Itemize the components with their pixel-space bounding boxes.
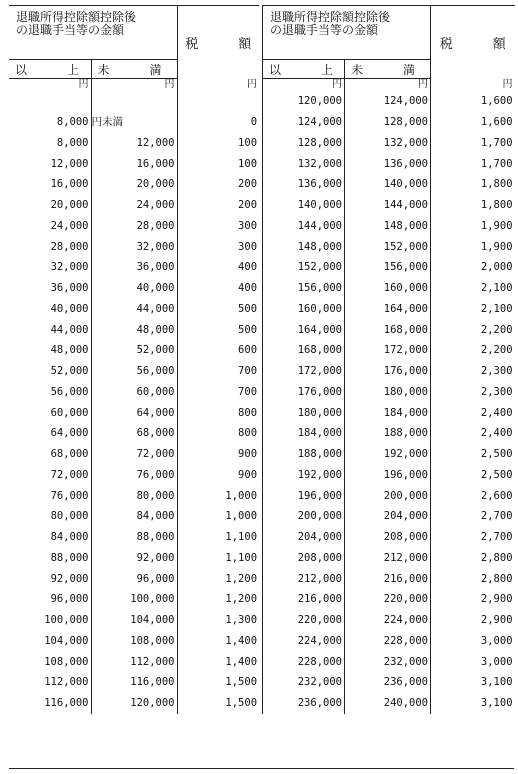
upper-bound-cell: 128,000 — [345, 112, 431, 133]
tax-amount-cell: 1,400 — [225, 655, 258, 668]
lower-bound-cell: 224,000 — [263, 631, 345, 652]
lower-bound-cell: 176,000 — [263, 382, 345, 403]
lower-bound-cell: 144,000 — [263, 216, 345, 237]
lower-bound-cell: 172,000 — [263, 361, 345, 382]
lower-bound-cell: 216,000 — [263, 589, 345, 610]
table-row — [9, 423, 259, 444]
lower-bound-cell: 24,000 — [9, 216, 91, 237]
table-row — [9, 278, 259, 299]
upper-bound-cell: 200,000 — [345, 485, 431, 506]
table-row — [9, 257, 259, 278]
table-row — [263, 672, 515, 693]
tax-amount-cell: 2,700 — [480, 531, 513, 544]
tax-amount-cell: 2,200 — [480, 323, 513, 336]
table-row — [9, 444, 259, 465]
tax-amount-cell: 2,100 — [480, 282, 513, 295]
upper-bound-cell: 80,000 — [91, 485, 177, 506]
tax-amount-cell: 100 — [238, 136, 258, 149]
unit-row — [263, 79, 515, 92]
table-row — [263, 278, 515, 299]
unit-label: 円 — [502, 78, 513, 90]
lower-bound-cell: 96,000 — [9, 589, 91, 610]
upper-bound-cell: 140,000 — [345, 174, 431, 195]
upper-bound-cell: 216,000 — [345, 568, 431, 589]
upper-bound-cell: 52,000 — [91, 340, 177, 361]
table-row — [9, 548, 259, 569]
tax-amount-cell: 2,100 — [480, 302, 513, 315]
tax-amount-cell: 1,500 — [225, 676, 258, 689]
tax-amount-cell: 2,700 — [480, 510, 513, 523]
tax-amount-cell: 900 — [238, 448, 258, 461]
upper-bound-cell: 208,000 — [345, 527, 431, 548]
table-row — [9, 651, 259, 672]
tax-amount-cell: 700 — [238, 385, 258, 398]
tax-amount-cell: 400 — [238, 261, 258, 274]
left-table-body — [9, 79, 259, 714]
upper-bound-cell: 152,000 — [345, 236, 431, 257]
lower-bound-cell: 228,000 — [263, 651, 345, 672]
table-row — [263, 361, 515, 382]
unit-label: 円 — [91, 79, 177, 92]
lower-bound-cell: 120,000 — [263, 91, 345, 112]
lower-bound-cell: 124,000 — [263, 112, 345, 133]
lower-bound-cell: 20,000 — [9, 195, 91, 216]
lower-bound-cell: 84,000 — [9, 527, 91, 548]
tax-table-left — [9, 5, 259, 714]
upper-bound-cell: 188,000 — [345, 423, 431, 444]
tax-amount-cell: 800 — [238, 406, 258, 419]
tax-amount-cell: 1,000 — [225, 510, 258, 523]
lower-bound-cell: 8,000 — [9, 133, 91, 154]
upper-bound-cell: 148,000 — [345, 216, 431, 237]
lower-bound-cell: 212,000 — [263, 568, 345, 589]
unit-label: 円 — [247, 78, 258, 90]
table-row — [263, 693, 515, 714]
upper-bound-cell: 156,000 — [345, 257, 431, 278]
amount-header: 退職所得控除額控除後 の退職手当等の金額 — [263, 6, 431, 60]
upper-bound-cell: 204,000 — [345, 506, 431, 527]
tax-amount-cell: 500 — [238, 302, 258, 315]
to-header: 未 満 — [345, 60, 431, 79]
tax-amount-cell: 1,000 — [225, 489, 258, 502]
upper-bound-cell: 60,000 — [91, 382, 177, 403]
table-row — [9, 133, 259, 154]
tax-amount-cell: 1,500 — [225, 697, 258, 710]
table-row — [263, 299, 515, 320]
lower-bound-cell: 88,000 — [9, 548, 91, 569]
lower-bound-cell: 28,000 — [9, 236, 91, 257]
upper-bound-cell: 180,000 — [345, 382, 431, 403]
table-row — [9, 91, 259, 112]
tax-amount-cell: 1,700 — [480, 136, 513, 149]
lower-bound-cell: 232,000 — [263, 672, 345, 693]
lower-bound-cell: 12,000 — [9, 153, 91, 174]
lower-bound-cell: 192,000 — [263, 465, 345, 486]
tax-amount-cell: 2,200 — [480, 344, 513, 357]
table-row — [263, 444, 515, 465]
table-row — [9, 568, 259, 589]
table-row — [263, 402, 515, 423]
tax-header: 税 額 — [431, 6, 515, 79]
amount-header: 退職所得控除額控除後 の退職手当等の金額 — [9, 6, 177, 60]
table-row — [263, 423, 515, 444]
upper-bound-cell: 184,000 — [345, 402, 431, 423]
lower-bound-cell: 92,000 — [9, 568, 91, 589]
lower-bound-cell: 208,000 — [263, 548, 345, 569]
tax-amount-cell: 1,100 — [225, 551, 258, 564]
from-header: 以 上 — [263, 60, 345, 79]
table-row — [9, 174, 259, 195]
upper-bound-cell: 96,000 — [91, 568, 177, 589]
table-row — [263, 465, 515, 486]
tax-amount-cell: 600 — [238, 344, 258, 357]
table-row — [9, 361, 259, 382]
tax-amount-cell: 3,000 — [480, 634, 513, 647]
table-row — [263, 610, 515, 631]
lower-bound-cell: 136,000 — [263, 174, 345, 195]
upper-bound-cell: 64,000 — [91, 402, 177, 423]
table-row — [263, 319, 515, 340]
tax-table-right — [262, 5, 515, 714]
table-row — [263, 112, 515, 133]
unit-label: 円 — [263, 79, 345, 92]
table-row — [9, 465, 259, 486]
upper-bound-cell: 36,000 — [91, 257, 177, 278]
lower-bound-cell: 100,000 — [9, 610, 91, 631]
upper-bound-cell: 224,000 — [345, 610, 431, 631]
upper-bound-cell: 192,000 — [345, 444, 431, 465]
upper-bound-cell: 16,000 — [91, 153, 177, 174]
upper-bound-cell: 40,000 — [91, 278, 177, 299]
table-row — [263, 174, 515, 195]
tax-amount-cell: 500 — [238, 323, 258, 336]
table-row — [263, 153, 515, 174]
lower-bound-cell: 152,000 — [263, 257, 345, 278]
unit-label: 円 — [345, 79, 431, 92]
upper-bound-cell: 76,000 — [91, 465, 177, 486]
table-row — [9, 340, 259, 361]
table-row — [9, 299, 259, 320]
upper-bound-cell: 132,000 — [345, 133, 431, 154]
tax-amount-cell: 0 — [250, 116, 258, 129]
lower-bound-cell: 36,000 — [9, 278, 91, 299]
tax-amount-cell: 1,200 — [225, 593, 258, 606]
lower-bound-cell: 68,000 — [9, 444, 91, 465]
tax-amount-cell: 2,400 — [480, 406, 513, 419]
tax-amount-cell: 2,800 — [480, 572, 513, 585]
table-row — [263, 485, 515, 506]
lower-bound-cell: 188,000 — [263, 444, 345, 465]
lower-bound-cell: 40,000 — [9, 299, 91, 320]
upper-bound-cell: 172,000 — [345, 340, 431, 361]
upper-bound-cell: 120,000 — [91, 693, 177, 714]
table-row — [263, 216, 515, 237]
upper-bound-cell: 136,000 — [345, 153, 431, 174]
tax-amount-cell: 2,600 — [480, 489, 513, 502]
upper-bound-cell: 240,000 — [345, 693, 431, 714]
tax-amount-cell: 200 — [238, 199, 258, 212]
tax-amount-cell: 2,800 — [480, 551, 513, 564]
tax-amount-cell: 3,100 — [480, 697, 513, 710]
upper-bound-cell: 232,000 — [345, 651, 431, 672]
tax-amount-cell: 200 — [238, 178, 258, 191]
table-row — [263, 631, 515, 652]
lower-bound-cell: 184,000 — [263, 423, 345, 444]
upper-bound-cell: 24,000 — [91, 195, 177, 216]
lower-bound-cell: 56,000 — [9, 382, 91, 403]
tax-amount-cell: 2,900 — [480, 593, 513, 606]
tax-header: 税 額 — [177, 6, 259, 79]
lower-bound-cell: 60,000 — [9, 402, 91, 423]
lower-bound-cell: 52,000 — [9, 361, 91, 382]
upper-bound-cell: 84,000 — [91, 506, 177, 527]
upper-bound-cell: 196,000 — [345, 465, 431, 486]
upper-bound-cell: 220,000 — [345, 589, 431, 610]
table-row — [9, 672, 259, 693]
upper-bound-cell: 28,000 — [91, 216, 177, 237]
upper-bound-cell: 108,000 — [91, 631, 177, 652]
table-row — [263, 257, 515, 278]
table-row — [263, 506, 515, 527]
table-row — [263, 133, 515, 154]
lower-bound-cell: 48,000 — [9, 340, 91, 361]
table-row — [263, 382, 515, 403]
lower-bound-cell: 180,000 — [263, 402, 345, 423]
lower-bound-cell: 160,000 — [263, 299, 345, 320]
table-bottom-rule — [9, 768, 514, 769]
upper-bound-cell: 160,000 — [345, 278, 431, 299]
upper-bound-cell: 48,000 — [91, 319, 177, 340]
upper-bound-cell: 124,000 — [345, 91, 431, 112]
lower-bound-cell: 32,000 — [9, 257, 91, 278]
tax-amount-cell: 1,600 — [480, 95, 513, 108]
tax-amount-cell: 2,000 — [480, 261, 513, 274]
table-row — [9, 112, 259, 133]
tax-amount-cell: 1,400 — [225, 634, 258, 647]
lower-bound-cell: 204,000 — [263, 527, 345, 548]
tax-amount-cell: 300 — [238, 219, 258, 232]
lower-bound-cell: 72,000 — [9, 465, 91, 486]
lower-bound-cell: 108,000 — [9, 651, 91, 672]
table-row — [9, 402, 259, 423]
table-row — [263, 589, 515, 610]
table-row — [9, 485, 259, 506]
lower-bound-cell: 168,000 — [263, 340, 345, 361]
tax-amount-cell: 1,800 — [480, 178, 513, 191]
upper-bound-cell: 88,000 — [91, 527, 177, 548]
tax-amount-cell: 3,000 — [480, 655, 513, 668]
upper-bound-cell: 円未満 — [91, 112, 177, 133]
upper-bound-cell: 72,000 — [91, 444, 177, 465]
table-row — [9, 153, 259, 174]
tax-amount-cell: 2,500 — [480, 448, 513, 461]
tax-amount-cell: 2,400 — [480, 427, 513, 440]
table-row — [9, 693, 259, 714]
right-table-body — [263, 79, 515, 714]
empty-cell — [91, 91, 177, 112]
table-row — [9, 589, 259, 610]
lower-bound-cell: 236,000 — [263, 693, 345, 714]
tax-amount-cell: 2,900 — [480, 614, 513, 627]
tax-amount-cell: 1,900 — [480, 240, 513, 253]
upper-bound-cell: 116,000 — [91, 672, 177, 693]
upper-bound-cell: 56,000 — [91, 361, 177, 382]
table-row — [9, 319, 259, 340]
tax-amount-cell: 1,700 — [480, 157, 513, 170]
lower-bound-cell: 156,000 — [263, 278, 345, 299]
tax-amount-cell: 2,300 — [480, 385, 513, 398]
lower-bound-cell: 76,000 — [9, 485, 91, 506]
lower-bound-cell: 200,000 — [263, 506, 345, 527]
upper-bound-cell: 212,000 — [345, 548, 431, 569]
upper-bound-cell: 32,000 — [91, 236, 177, 257]
tax-amount-cell: 1,600 — [480, 116, 513, 129]
lower-bound-cell: 44,000 — [9, 319, 91, 340]
table-row — [9, 236, 259, 257]
table-row — [9, 506, 259, 527]
tax-amount-cell: 2,500 — [480, 468, 513, 481]
table-row — [9, 216, 259, 237]
table-row — [263, 340, 515, 361]
lower-bound-cell: 16,000 — [9, 174, 91, 195]
tax-amount-cell: 1,800 — [480, 199, 513, 212]
tax-amount-cell: 400 — [238, 282, 258, 295]
upper-bound-cell: 104,000 — [91, 610, 177, 631]
lower-bound-cell: 196,000 — [263, 485, 345, 506]
tax-amount-cell: 800 — [238, 427, 258, 440]
upper-bound-cell: 20,000 — [91, 174, 177, 195]
upper-bound-cell: 228,000 — [345, 631, 431, 652]
tax-amount-cell: 900 — [238, 468, 258, 481]
table-row — [9, 382, 259, 403]
table-row — [263, 548, 515, 569]
upper-bound-cell: 44,000 — [91, 299, 177, 320]
upper-bound-cell: 176,000 — [345, 361, 431, 382]
table-row — [263, 236, 515, 257]
tax-amount-cell: 1,100 — [225, 531, 258, 544]
table-row — [9, 195, 259, 216]
to-header: 未 満 — [91, 60, 177, 79]
tax-amount-cell: 1,200 — [225, 572, 258, 585]
table-row — [263, 568, 515, 589]
empty-cell — [177, 91, 259, 112]
tax-amount-cell: 300 — [238, 240, 258, 253]
upper-bound-cell: 164,000 — [345, 299, 431, 320]
empty-cell — [9, 91, 91, 112]
table-row — [9, 631, 259, 652]
upper-bound-cell: 12,000 — [91, 133, 177, 154]
lower-bound-cell: 112,000 — [9, 672, 91, 693]
table-row — [9, 527, 259, 548]
lower-bound-cell: 148,000 — [263, 236, 345, 257]
table-row — [263, 195, 515, 216]
upper-bound-cell: 236,000 — [345, 672, 431, 693]
lower-bound-cell: 64,000 — [9, 423, 91, 444]
lower-bound-cell: 80,000 — [9, 506, 91, 527]
lower-bound-cell: 104,000 — [9, 631, 91, 652]
lower-bound-cell: 132,000 — [263, 153, 345, 174]
table-row — [263, 527, 515, 548]
tax-amount-cell: 2,300 — [480, 365, 513, 378]
unit-row — [9, 79, 259, 92]
lower-bound-cell: 164,000 — [263, 319, 345, 340]
table-row — [263, 91, 515, 112]
lower-bound-cell: 140,000 — [263, 195, 345, 216]
lower-bound-cell: 128,000 — [263, 133, 345, 154]
tax-amount-cell: 100 — [238, 157, 258, 170]
lower-bound-cell: 220,000 — [263, 610, 345, 631]
upper-bound-cell: 144,000 — [345, 195, 431, 216]
tax-amount-cell: 3,100 — [480, 676, 513, 689]
tax-amount-cell: 1,900 — [480, 219, 513, 232]
table-row — [263, 651, 515, 672]
upper-bound-cell: 92,000 — [91, 548, 177, 569]
lower-bound-cell: 116,000 — [9, 693, 91, 714]
from-header: 以 上 — [9, 60, 91, 79]
upper-bound-cell: 112,000 — [91, 651, 177, 672]
tax-amount-cell: 700 — [238, 365, 258, 378]
table-row — [9, 610, 259, 631]
tax-amount-cell: 1,300 — [225, 614, 258, 627]
lower-bound-cell: 8,000 — [9, 112, 91, 133]
unit-label: 円 — [9, 79, 91, 92]
upper-bound-cell: 168,000 — [345, 319, 431, 340]
upper-bound-cell: 100,000 — [91, 589, 177, 610]
upper-bound-cell: 68,000 — [91, 423, 177, 444]
